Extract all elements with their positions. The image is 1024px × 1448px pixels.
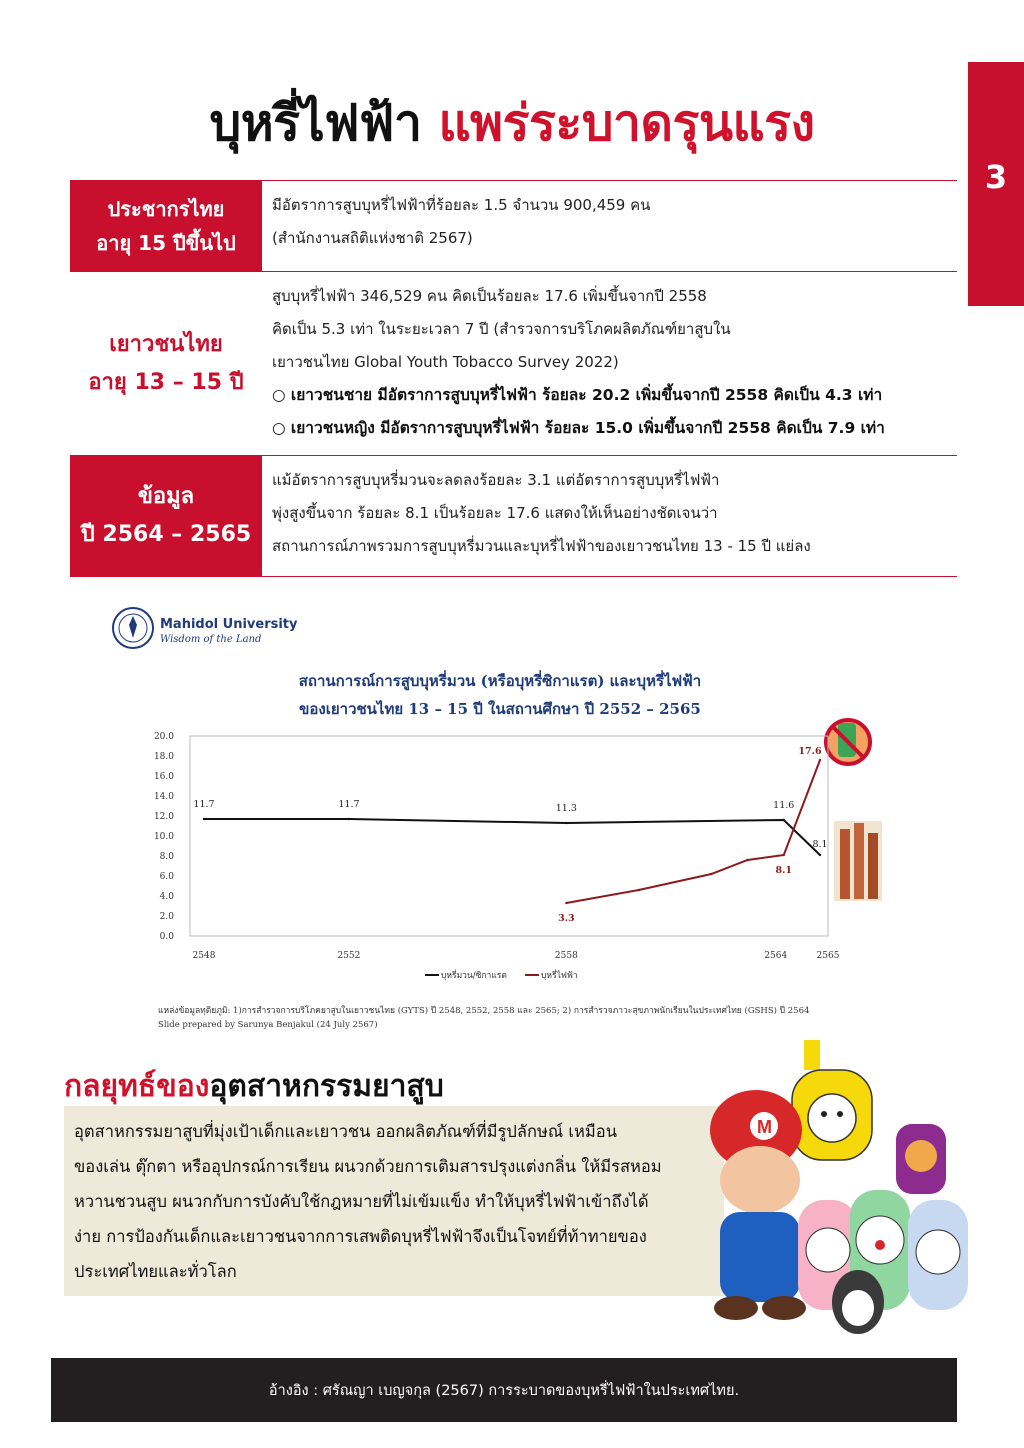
mahidol-name: Mahidol University bbox=[160, 617, 298, 632]
svg-text:M: M bbox=[757, 1117, 772, 1137]
row-body-line: เยาวชนไทย Global Youth Tobacco Survey 2022) bbox=[272, 353, 619, 371]
row-body-line: พุ่งสูงขึ้นจาก ร้อยละ 8.1 เป็นร้อยละ 17.6 แสดงให้เห็นอย่างชัดเจนว่า bbox=[272, 504, 718, 522]
strategy-line: ง่าย การป้องกันเด็กและเยาวชนจากการเสพติดบุหรี่ไฟฟ้าจึงเป็นโจทย์ที่ท้าทายของ bbox=[74, 1227, 647, 1246]
row-body-line: มีอัตราการสูบบุหรี่ไฟฟ้าที่ร้อยละ 1.5 จำนวน 900,459 คน bbox=[272, 196, 651, 214]
page-title bbox=[0, 84, 1024, 163]
data-point bbox=[746, 859, 748, 861]
row-label-line: อายุ 15 ปีขึ้นไป bbox=[96, 231, 236, 255]
x-tick-label: 2548 bbox=[192, 951, 216, 961]
strategy-line: หวานชวนสูบ ผนวกกับการบังคับใช้กฎหมายที่ไม่เข้มแข็ง ทำให้บุหรี่ไฟฟ้าเข้าถึงได้ bbox=[74, 1192, 649, 1211]
data-point bbox=[783, 854, 785, 856]
y-tick-label: 6.0 bbox=[159, 872, 174, 882]
row-body bbox=[262, 272, 957, 455]
row-body-line: สถานการณ์ภาพรวมการสูบบุหรี่มวนและบุหรี่ไฟฟ้าของเยาวชนไทย 13 - 15 ปี แย่ลง bbox=[272, 537, 811, 555]
y-tick-label: 16.0 bbox=[153, 772, 174, 782]
reference-footer bbox=[51, 1358, 957, 1422]
chart-title-line1: สถานการณ์การสูบบุหรี่มวน (หรือบุหรี่ซิกาแรต) และบุหรี่ไฟฟ้า bbox=[298, 672, 702, 690]
strategy-title-black: อุตสาหกรรมยาสูบ bbox=[209, 1069, 444, 1104]
page-number: 3 bbox=[984, 158, 1008, 196]
strategy-line: ประเทศไทยและทั่วโลก bbox=[74, 1262, 237, 1281]
y-tick-label: 18.0 bbox=[153, 752, 174, 762]
data-label: 11.3 bbox=[555, 803, 577, 814]
row-label-line: เยาวชนไทย bbox=[109, 331, 223, 357]
data-point bbox=[565, 822, 567, 824]
table-row bbox=[70, 456, 957, 577]
mahidol-tagline: Wisdom of the Land bbox=[160, 634, 262, 645]
table-row bbox=[70, 272, 957, 456]
strategy-title-red: กลยุทธ์ของ bbox=[64, 1069, 210, 1104]
no-vape-icon bbox=[826, 720, 870, 764]
row-label bbox=[70, 181, 262, 271]
row-body bbox=[262, 181, 957, 271]
data-point bbox=[819, 759, 821, 761]
chart-panel bbox=[110, 605, 890, 1045]
title-part2: แพร่ระบาดรุนแรง bbox=[438, 94, 815, 152]
data-point bbox=[638, 889, 640, 891]
row-body-line: สูบบุหรี่ไฟฟ้า 346,529 คน คิดเป็นร้อยละ 17.6 เพิ่มขึ้นจากปี 2558 bbox=[272, 287, 707, 305]
data-label: 17.6 bbox=[798, 746, 822, 757]
row-label-line: ประชากรไทย bbox=[107, 197, 225, 221]
data-label: 11.7 bbox=[338, 799, 360, 810]
data-point bbox=[348, 818, 350, 820]
plot-area bbox=[190, 736, 828, 936]
row-label bbox=[70, 272, 262, 455]
y-tick-label: 2.0 bbox=[159, 912, 174, 922]
bullet-line: ○ เยาวชนหญิง มีอัตราการสูบบุหรี่ไฟฟ้า ร้อยละ 15.0 เพิ่มขึ้นจากปี 2558 คิดเป็น 7.9 เท่า bbox=[272, 419, 885, 437]
data-label: 8.1 bbox=[812, 839, 828, 850]
row-body-line: คิดเป็น 5.3 เท่า ในระยะเวลา 7 ปี (สำรวจการบริโภคผลิตภัณฑ์ยาสูบใน bbox=[272, 320, 731, 338]
x-tick-label: 2564 bbox=[764, 951, 788, 961]
chart-title-line2: ของเยาวชนไทย 13 – 15 ปี ในสถานศึกษา ปี 2552 – 2565 bbox=[299, 700, 701, 718]
y-tick-label: 12.0 bbox=[153, 812, 174, 822]
row-body-line: (สำนักงานสถิติแห่งชาติ 2567) bbox=[272, 229, 473, 247]
series-line bbox=[566, 760, 820, 903]
y-tick-label: 0.0 bbox=[159, 932, 174, 942]
title-part1: บุหรี่ไฟฟ้า bbox=[209, 94, 422, 152]
data-label: 8.1 bbox=[775, 865, 793, 876]
strategy-title bbox=[64, 1063, 444, 1110]
legend-label: บุหรี่ไฟฟ้า bbox=[541, 971, 578, 981]
line-chart bbox=[110, 605, 890, 1005]
reference-text: อ้างอิง : ศรัณญา เบญจกุล (2567) การระบาดของบุหรี่ไฟฟ้าในประเทศไทย. bbox=[268, 1382, 740, 1399]
data-point bbox=[819, 854, 821, 856]
row-label-line: ปี 2564 – 2565 bbox=[80, 522, 252, 547]
series-line bbox=[204, 819, 820, 855]
x-tick-label: 2552 bbox=[337, 951, 361, 961]
data-label: 11.7 bbox=[193, 799, 215, 810]
legend-label: บุหรี่มวน/ซิกาแรต bbox=[441, 971, 507, 981]
row-body bbox=[262, 456, 957, 576]
x-tick-label: 2558 bbox=[554, 951, 578, 961]
row-label-line: ข้อมูล bbox=[137, 484, 195, 509]
strategy-line: ของเล่น ตุ๊กตา หรืออุปกรณ์การเรียน ผนวกด้วยการเติมสารปรุงแต่งกลิ่น ให้มีรสหอม bbox=[74, 1157, 662, 1176]
bullet-line: ○ เยาวชนชาย มีอัตราการสูบบุหรี่ไฟฟ้า ร้อยละ 20.2 เพิ่มขึ้นจากปี 2558 คิดเป็น 4.3 เท่า bbox=[272, 386, 883, 404]
strategy-line: อุตสาหกรรมยาสูบที่มุ่งเป้าเด็กและเยาวชน ออกผลิตภัณฑ์ที่มีรูปลักษณ์ เหมือน bbox=[74, 1122, 617, 1141]
data-point bbox=[783, 819, 785, 821]
table-row bbox=[70, 180, 957, 272]
data-label: 11.6 bbox=[773, 800, 795, 811]
row-label-line: อายุ 13 – 15 ปี bbox=[88, 369, 244, 395]
x-tick-label: 2565 bbox=[816, 951, 840, 961]
y-tick-label: 14.0 bbox=[153, 792, 174, 802]
data-point bbox=[710, 873, 712, 875]
strategy-text-box bbox=[64, 1106, 724, 1296]
y-tick-label: 8.0 bbox=[159, 852, 174, 862]
y-tick-label: 20.0 bbox=[153, 732, 174, 742]
toy-vapes-image bbox=[700, 1040, 990, 1340]
cigarettes-image bbox=[834, 821, 882, 901]
y-tick-label: 4.0 bbox=[159, 892, 174, 902]
row-label bbox=[70, 456, 262, 576]
row-body-line: แม้อัตราการสูบบุหรี่มวนจะลดลงร้อยละ 3.1 แต่อัตราการสูบบุหรี่ไฟฟ้า bbox=[272, 471, 720, 489]
data-label: 3.3 bbox=[558, 913, 575, 924]
data-point bbox=[203, 818, 205, 820]
y-tick-label: 10.0 bbox=[153, 832, 174, 842]
chart-source-note: แหล่งข้อมูลทุติยภูมิ: 1)การสำรวจการบริโภคยาสูบในเยาวชนไทย (GYTS) ปี 2548, 2552, 2558 และ 2565; 2) การสำรวจภาวะสุขภาพนักเรียนในประเทศไทย (GSHS) ปี 2564 bbox=[158, 1006, 810, 1016]
data-point bbox=[565, 902, 567, 904]
chart-prepared-by: Slide prepared by Sarunya Benjakul (24 July 2567) bbox=[158, 1020, 378, 1030]
info-table bbox=[70, 180, 957, 577]
